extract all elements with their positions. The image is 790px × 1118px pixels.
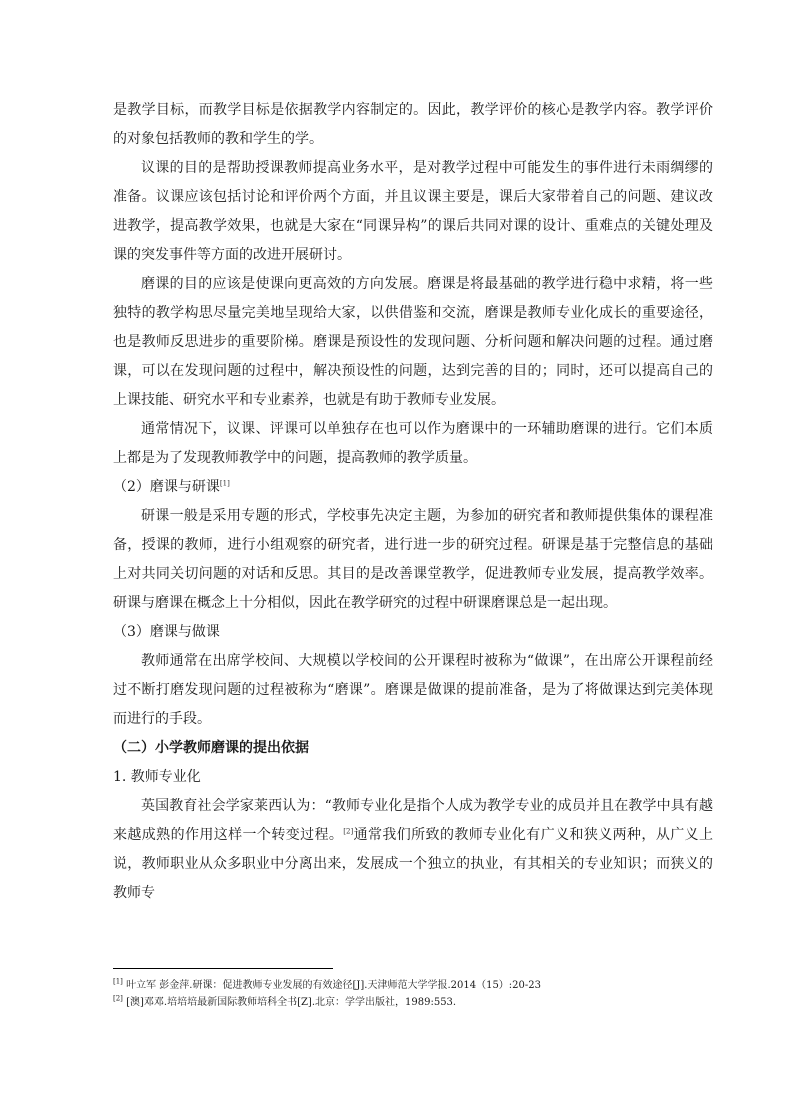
footnote-mark: [1] xyxy=(113,977,123,986)
subsection-heading: 1. 教师专业化 xyxy=(113,769,201,785)
paragraph: 议课的目的是帮助授课教师提高业务水平，是对教学过程中可能发生的事件进行未雨绸缪的准备。议课应该包括讨论和评价两个方面，并且议课主要是，课后大家带着自己的问题、建议改进教学，提高教学效果，也就是大家在“同课异构”的课后共同对课的设计、重难点的关键处理及课的突发事件等方面的改进开展研讨。 xyxy=(113,160,713,263)
footnote-reference[interactable]: [2] xyxy=(343,827,354,836)
subheading-text: （2）磨课与研课 xyxy=(113,479,220,495)
footnote-reference[interactable]: [1] xyxy=(219,479,230,488)
footnotes xyxy=(113,977,713,1011)
body-text xyxy=(113,96,713,908)
paragraph: 是教学目标，而教学目标是依据教学内容制定的。因此，教学评价的核心是教学内容。教学评价的对象包括教师的教和学生的学。 xyxy=(113,102,713,147)
subheading: （3）磨课与做课 xyxy=(113,624,220,640)
paragraph: 研课一般是采用专题的形式，学校事先决定主题，为参加的研究者和教师提供集体的课程准备，授课的教师，进行小组观察的研究者，进行进一步的研究过程。研课是基于完整信息的基础上对共同关切问题的对话和反思。其目的是改善课堂教学，促进教师专业发展，提高教学效率。研课与磨课在概念上十分相似，因此在教学研究的过程中研课磨课总是一起出现。 xyxy=(113,508,713,611)
paragraph: 教师通常在出席学校间、大规模以学校间的公开课程时被称为“做课”，在出席公开课程前经过不断打磨发现问题的过程被称为“磨课”。磨课是做课的提前准备，是为了将做课达到完美体现而进行的手段。 xyxy=(113,653,713,727)
footnote-divider xyxy=(113,968,333,969)
paragraph xyxy=(113,792,713,908)
footnote xyxy=(113,994,713,1011)
paragraph: 通常情况下，议课、评课可以单独存在也可以作为磨课中的一环辅助磨课的进行。它们本质上都是为了发现教师教学中的问题，提高教师的教学质量。 xyxy=(113,421,713,466)
section-heading: （二）小学教师磨课的提出依据 xyxy=(113,740,309,756)
paragraph-text: 通常我们所致的教师专业化有广义和狭义两种，从广义上说，教师职业从众多职业中分离出来，发展成一个独立的执业，有其相关的专业知识；而狭义的教师专 xyxy=(113,827,714,901)
paragraph: 磨课的目的应该是使课向更高效的方向发展。磨课是将最基础的教学进行稳中求精，将一些独特的教学构思尽量完美地呈现给大家，以供借鉴和交流，磨课是教师专业化成长的重要途径，也是教师反思进步的重要阶梯。磨课是预设性的发现问题、分析问题和解决问题的过程。通过磨课，可以在发现问题的过程中，解决预设性的问题，达到完善的目的；同时，还可以提高自己的上课技能、研究水平和专业素养，也就是有助于教师专业发展。 xyxy=(113,276,713,408)
subheading xyxy=(113,473,713,502)
footnote-mark: [2] xyxy=(113,994,123,1003)
footnote-text: [澳]邓邓.培培培最新国际教师培科全书[Z].北京：学学出版社，1989:553. xyxy=(122,997,457,1008)
footnote xyxy=(113,977,713,994)
footnote-text: 叶立军 彭金萍.研课：促进教师专业发展的有效途径[J].天津师范大学学报.2014（15）:20-23 xyxy=(122,980,541,991)
paragraph-text: 英国教育社会学家莱西认为：“教师专业化是指个人成为教学专业的成员并且在教学中具有越来越成熟的作用这样一个转变过程。 xyxy=(113,798,713,843)
